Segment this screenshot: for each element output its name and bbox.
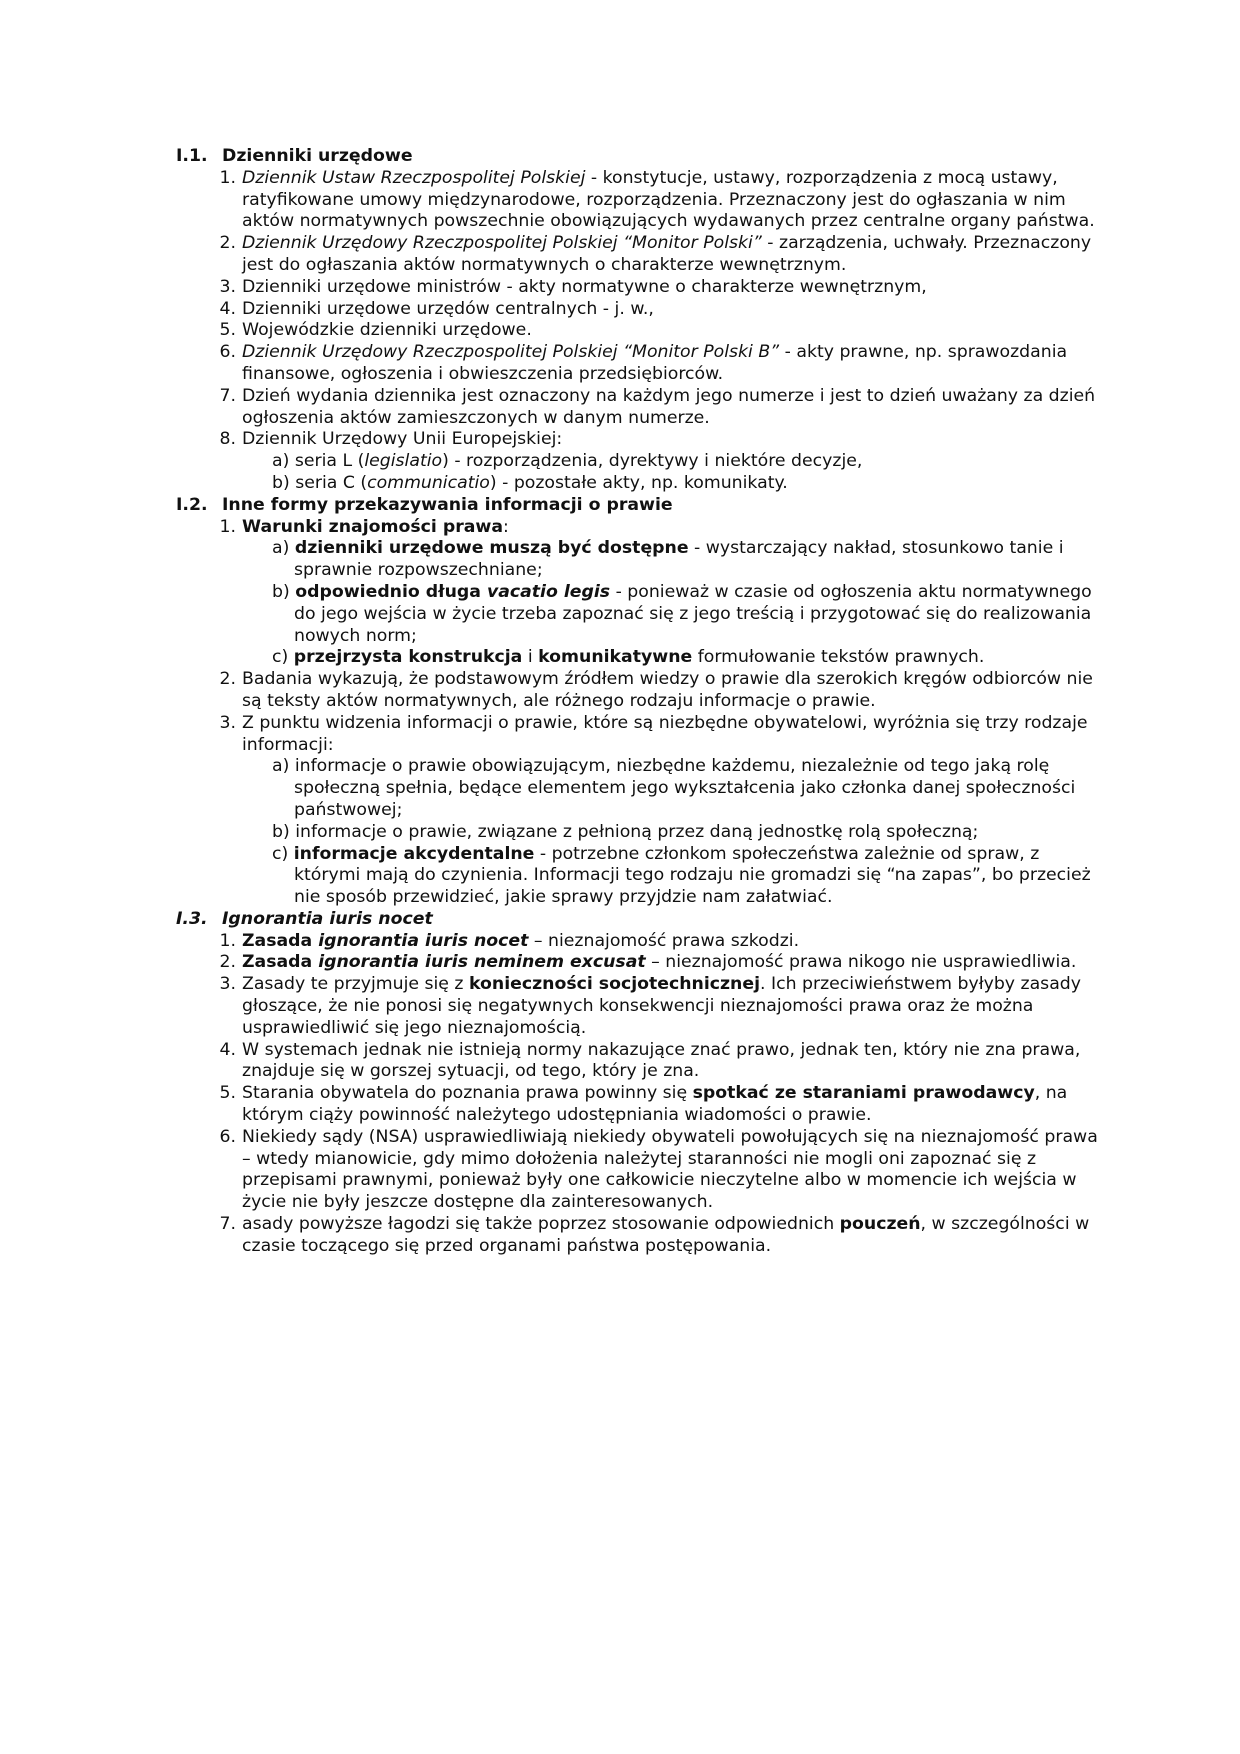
item-text [242, 1083, 1067, 1125]
sub-item-body [272, 451, 1106, 473]
section-title: Ignorantia iuris nocet [222, 908, 433, 929]
list-item [176, 931, 1106, 953]
text-run: i [522, 647, 539, 668]
sub-item [176, 473, 1106, 495]
sub-item-letter: c) [272, 843, 289, 864]
text-run: Dzienniki urzędowe urzędów centralnych - j. w., [242, 298, 654, 319]
item-text [242, 669, 1093, 711]
text-run: Starania obywatela do poznania prawa powinny się [242, 1083, 693, 1104]
sub-item-letter: a) [272, 451, 290, 472]
item-number: 5. [219, 320, 236, 341]
text-run: W systemach jednak nie istnieją normy nakazujące znać prawo, jednak ten, który nie zna prawa, znajduje się w gorszej sytuacji, od tego, który je zna. [242, 1039, 1081, 1082]
item-text [242, 974, 1081, 1038]
text-run: legislatio [364, 451, 443, 472]
text-run: Dziennik Urzędowy Rzeczpospolitej Polskiej “Monitor Polski B” [242, 342, 780, 363]
sub-item [176, 538, 1106, 582]
item-text [242, 277, 927, 297]
item-text [242, 342, 1067, 384]
text-run: ignorantia iuris neminem excusat [318, 952, 646, 973]
text-run: pouczeń [839, 1214, 921, 1235]
text-run: Badania wykazują, że podstawowym źródłem wiedzy o prawie dla szerokich kręgów odbiorców nie są teksty aktów normatywnych, ale różnego rodzaju informacje o prawie. [242, 669, 1093, 711]
sub-item [176, 756, 1106, 821]
item-text [242, 1040, 1080, 1082]
text-run: - zarządzenia, uchwały. Przeznaczony jest do ogłaszania aktów normatywnych o charakterze wewnętrznym. [242, 233, 1092, 275]
item-number: 5. [219, 1083, 236, 1104]
text-run: ) - rozporządzenia, dyrektywy i niektóre decyzje, [442, 451, 863, 472]
item-text [242, 299, 654, 319]
list-item [176, 342, 1106, 386]
sub-item-body [272, 473, 1106, 495]
item-number: 7. [219, 385, 236, 406]
text-run: communicatio [367, 472, 490, 493]
item-number: 3. [219, 974, 236, 995]
item-number: 8. [219, 429, 236, 450]
item-number: 6. [219, 1126, 236, 1147]
text-run: Dzień wydania dziennika jest oznaczony na każdym jego numerze i jest to dzień uważany za dzień ogłoszenia aktów zamieszczonych w danym numerze. [242, 385, 1096, 428]
item-text [242, 386, 1095, 428]
numbered-list [176, 517, 1106, 909]
item-text [242, 931, 799, 951]
text-run: asady powyższe łagodzi się także poprzez stosowanie odpowiednich [242, 1214, 840, 1235]
item-number: 1. [219, 167, 236, 188]
sub-item-body [272, 538, 1106, 582]
item-number: 4. [219, 1039, 236, 1060]
item-number: 3. [219, 276, 236, 297]
sub-item-letter: b) [272, 581, 290, 602]
list-item [176, 517, 1106, 539]
text-run: . Ich przeciwieństwem byłyby zasady głoszące, że nie ponosi się negatywnych konsekwencji nieznajomości prawa oraz że można usprawiedliwić się jego nieznajomością. [242, 974, 1081, 1038]
section-title: Dzienniki urzędowe [222, 146, 413, 166]
text-run: – nieznajomość prawa nikogo nie usprawiedliwia. [645, 952, 1077, 973]
list-item [176, 299, 1106, 321]
item-number: 3. [219, 712, 236, 733]
text-run: - potrzebne członkom społeczeństwa zależnie od spraw, z którymi mają do czynienia. Informacji tego rodzaju nie gromadzi się “na zapas”, bo przecież nie sposób przewidzieć, jakie sprawy przyjdzie nam załatwiać. [294, 843, 1091, 908]
list-item [176, 429, 1106, 451]
text-run: konieczności socjotechnicznej [469, 974, 760, 995]
text-run: komunikatywne [538, 647, 693, 668]
text-run: seria L ( [294, 451, 365, 472]
text-run [487, 582, 610, 602]
section-number: I.2. [176, 494, 208, 515]
text-run: vacatio legis [486, 581, 611, 602]
text-run: Zasada [242, 952, 319, 973]
text-run [318, 931, 528, 951]
item-number: 6. [219, 342, 236, 363]
text-run: , w szczególności w czasie toczącego się przed organami państwa postępowania. [242, 1214, 1090, 1256]
text-run: ) - pozostałe akty, np. komunikaty. [489, 472, 788, 493]
item-text [242, 713, 1088, 755]
item-text [242, 429, 562, 449]
text-run: - wystarczający nakład, stosunkowo tanie i sprawnie rozpowszechniane; [294, 538, 1064, 581]
list-item [176, 669, 1106, 713]
list-item [176, 320, 1106, 342]
section-heading [176, 146, 1106, 168]
item-number: 1. [219, 930, 236, 951]
sub-item [176, 582, 1106, 647]
list-item [176, 1127, 1106, 1214]
text-run: informacje o prawie, związane z pełnioną przez daną jednostkę rolą społeczną; [295, 821, 979, 842]
sub-item-body [272, 582, 1106, 647]
sub-item-letter: a) [272, 538, 290, 559]
text-run: dzienniki urzędowe muszą być dostępne [294, 538, 689, 559]
text-run: formułowanie tekstów prawnych. [692, 647, 985, 668]
text-run: spotkać ze staraniami prawodawcy [692, 1083, 1035, 1104]
text-run: Z punktu widzenia informacji o prawie, które są niezbędne obywatelowi, wyróżnia się trzy rodzaje informacji: [242, 712, 1088, 755]
item-text [242, 1127, 1098, 1212]
list-item [176, 1040, 1106, 1084]
text-run: Dziennik Urzędowy Rzeczpospolitej Polskiej “Monitor Polski” [242, 233, 762, 254]
text-run: Wojewódzkie dzienniki urzędowe. [242, 320, 532, 341]
text-run: seria C ( [295, 472, 368, 493]
text-run: Zasada [242, 930, 319, 951]
item-number: 4. [219, 298, 236, 319]
list-item [176, 713, 1106, 757]
sub-item-body [272, 844, 1106, 909]
text-run: informacje akcydentalne [293, 843, 535, 864]
numbered-list [176, 168, 1106, 495]
text-run: odpowiednio długa [295, 581, 487, 602]
item-number: 2. [219, 233, 236, 254]
text-run: Warunki znajomości prawa [242, 516, 504, 537]
text-run: - ponieważ w czasie od ogłoszenia aktu normatywnego do jego wejścia w życie trzeba zapoznać się z jego treścią i przygotować się do realizowania nowych norm; [294, 581, 1092, 646]
sub-item [176, 844, 1106, 909]
item-number: 7. [219, 1214, 236, 1235]
text-run: Dzienniki urzędowe ministrów - akty normatywne o charakterze wewnętrznym, [242, 276, 927, 297]
list-item [176, 974, 1106, 1039]
section-heading [176, 909, 1106, 931]
item-number: 2. [219, 669, 236, 690]
text-run: Niekiedy sądy (NSA) usprawiedliwiają niekiedy obywateli powołujących się na nieznajomość prawa – wtedy mianowicie, gdy mimo dołożenia należytej staranności nie mogli oni zapoznać się z przepisami prawnymi, ponieważ były one całkowicie nieczytelne albo w momencie ich wejścia w życie nie były jeszcze dostępne dla zainteresowanych. [242, 1126, 1098, 1213]
text-run: Dziennik Urzędowy Unii Europejskiej: [242, 429, 563, 450]
sub-item [176, 647, 1106, 669]
item-text [242, 1214, 1089, 1256]
text-run: – nieznajomość prawa szkodzi. [528, 930, 800, 951]
list-item [176, 1214, 1106, 1258]
sub-item-body [272, 756, 1106, 821]
sub-item [176, 451, 1106, 473]
text-run [318, 952, 645, 972]
list-item [176, 952, 1106, 974]
section-heading [176, 495, 1106, 517]
sub-item-letter: a) [272, 756, 290, 777]
list-item [176, 386, 1106, 430]
sub-item-letter: b) [272, 821, 290, 842]
text-run: Dziennik Ustaw Rzeczpospolitej Polskiej [242, 167, 586, 188]
sub-item [176, 822, 1106, 844]
text-run: Zasady te przyjmuje się z [242, 974, 469, 995]
text-run: - akty prawne, np. sprawozdania finansowe, ogłoszenia i obwieszczenia przedsiębiorców. [242, 342, 1068, 384]
sub-item-body [272, 647, 1106, 669]
item-text [242, 168, 1095, 232]
item-text [242, 320, 532, 340]
sub-item-body [272, 822, 1106, 844]
sub-item-letter: c) [272, 647, 289, 668]
section-number: I.3. [176, 908, 208, 929]
numbered-list [176, 931, 1106, 1258]
list-item [176, 168, 1106, 233]
text-run: , na którym ciąży powinność należytego udostępniania wiadomości o prawie. [242, 1083, 1068, 1126]
item-number: 2. [219, 952, 236, 973]
text-run: ignorantia iuris nocet [318, 930, 529, 951]
item-text [242, 233, 1091, 275]
item-text [242, 952, 1076, 972]
item-number: 1. [219, 516, 236, 537]
list-item [176, 233, 1106, 277]
document-page [176, 146, 1106, 1258]
sub-item-letter: b) [272, 472, 290, 493]
section-title: Inne formy przekazywania informacji o prawie [222, 494, 673, 515]
item-text [242, 517, 509, 537]
text-run: informacje o prawie obowiązującym, niezbędne każdemu, niezależnie od tego jaką rolę społeczną spełnia, będące elementem jego wykształcenia jako członka danej społeczności państwowej; [294, 756, 1076, 820]
text-run: przejrzysta konstrukcja [293, 647, 523, 668]
list-item [176, 1083, 1106, 1127]
text-run: : [503, 516, 509, 537]
text-run: - konstytucje, ustawy, rozporządzenia z mocą ustawy, ratyfikowane umowy międzynarodowe, rozporządzenia. Przeznaczony jest do ogłaszania w nim aktów normatywnych powszechnie obowiązujących wydawanych przez centralne organy państwa. [242, 167, 1095, 232]
list-item [176, 277, 1106, 299]
section-number: I.1. [176, 146, 208, 166]
